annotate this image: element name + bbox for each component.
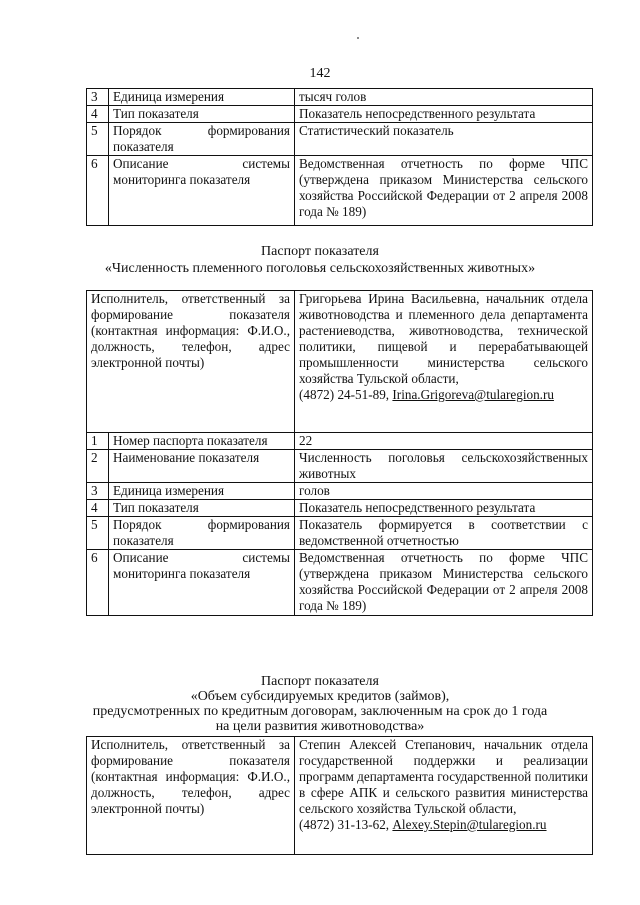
- row-value: Ведомственная отчетность по форме ЧПС (утверждена приказом Министерства сельского хозяйства Российской Федерации от 2 апреля 2008 года № 189): [295, 156, 593, 226]
- row-value: 22: [295, 433, 593, 450]
- scan-speck: [357, 37, 359, 39]
- table-row: [87, 517, 593, 550]
- table-row: [87, 483, 593, 500]
- table-row: [87, 433, 593, 450]
- row-label: Единица измерения: [109, 89, 295, 106]
- row-value: Ведомственная отчетность по форме ЧПС (утверждена приказом Министерства сельского хозяйства Российской Федерации от 2 апреля 2008 года № 189): [295, 550, 593, 616]
- executor-phone: (4872) 31-13-62,: [299, 817, 390, 832]
- row-label: Единица измерения: [109, 483, 295, 500]
- row-value: Показатель формируется в соответствии с ведомственной отчетностью: [295, 517, 593, 550]
- table-row: [87, 550, 593, 616]
- passport1-table: [86, 290, 593, 616]
- table-row: [87, 450, 593, 483]
- executor-value: Григорьева Ирина Васильевна, начальник отдела животноводства и племенного дела департамента растениеводства, животноводства, технической политики, пищевой и перерабатывающей промышленности министерства сельского хозяйства Тульской области,: [299, 291, 588, 386]
- passport1-title: Паспорт показателя: [261, 244, 379, 259]
- row-value: тысяч голов: [295, 89, 593, 106]
- row-label: Номер паспорта показателя: [109, 433, 295, 450]
- table-row: [87, 500, 593, 517]
- row-number: 6: [87, 156, 109, 226]
- row-number: 5: [87, 123, 109, 156]
- top-table: [86, 88, 593, 226]
- row-label: Тип показателя: [109, 106, 295, 123]
- executor-row: [87, 737, 593, 855]
- row-label: Порядок формирования показателя: [109, 517, 295, 550]
- executor-label: Исполнитель, ответственный за формирование показателя (контактная информация: Ф.И.О., должность, телефон, адрес электронной почты): [87, 737, 295, 855]
- row-value: Показатель непосредственного результата: [295, 106, 593, 123]
- row-label: Описание системы мониторинга показателя: [109, 550, 295, 616]
- executor-cell: [295, 291, 593, 433]
- row-number: 4: [87, 106, 109, 123]
- executor-label: Исполнитель, ответственный за формирование показателя (контактная информация: Ф.И.О., должность, телефон, адрес электронной почты): [87, 291, 295, 433]
- executor-email[interactable]: Irina.Grigoreva@tularegion.ru: [392, 387, 554, 402]
- table-row: [87, 123, 593, 156]
- executor-row: [87, 291, 593, 433]
- row-number: 3: [87, 483, 109, 500]
- row-number: 6: [87, 550, 109, 616]
- row-label: Описание системы мониторинга показателя: [109, 156, 295, 226]
- executor-phone: (4872) 24-51-89,: [299, 387, 390, 402]
- row-label: Наименование показателя: [109, 450, 295, 483]
- row-value: голов: [295, 483, 593, 500]
- row-label: Порядок формирования показателя: [109, 123, 295, 156]
- executor-value: Степин Алексей Степанович, начальник отдела государственной поддержки и реализации программ департамента государственной политики в сфере АПК и сельского развития министерства сельского хозяйства Тульской области,: [299, 737, 588, 816]
- passport1-subtitle: «Численность племенного поголовья сельскохозяйственных животных»: [104, 261, 536, 276]
- row-number: 5: [87, 517, 109, 550]
- row-number: 3: [87, 89, 109, 106]
- table-row: [87, 89, 593, 106]
- executor-cell: [295, 737, 593, 855]
- passport2-subtitle-line1: «Объем субсидируемых кредитов (займов),: [190, 689, 450, 704]
- row-value: Численность поголовья сельскохозяйственных животных: [295, 450, 593, 483]
- passport2-title: Паспорт показателя: [261, 674, 379, 689]
- row-value: Показатель непосредственного результата: [295, 500, 593, 517]
- table-row: [87, 106, 593, 123]
- passport2-subtitle-line3: на цели развития животноводства»: [215, 719, 425, 734]
- row-number: 2: [87, 450, 109, 483]
- passport2-subtitle-line2: предусмотренных по кредитным договорам, заключенным на срок до 1 года: [92, 704, 548, 719]
- page-number: 142: [309, 66, 331, 81]
- table-row: [87, 156, 593, 226]
- row-number: 4: [87, 500, 109, 517]
- executor-email[interactable]: Alexey.Stepin@tularegion.ru: [392, 817, 547, 832]
- row-value: Статистический показатель: [295, 123, 593, 156]
- row-number: 1: [87, 433, 109, 450]
- row-label: Тип показателя: [109, 500, 295, 517]
- passport2-table: [86, 736, 593, 855]
